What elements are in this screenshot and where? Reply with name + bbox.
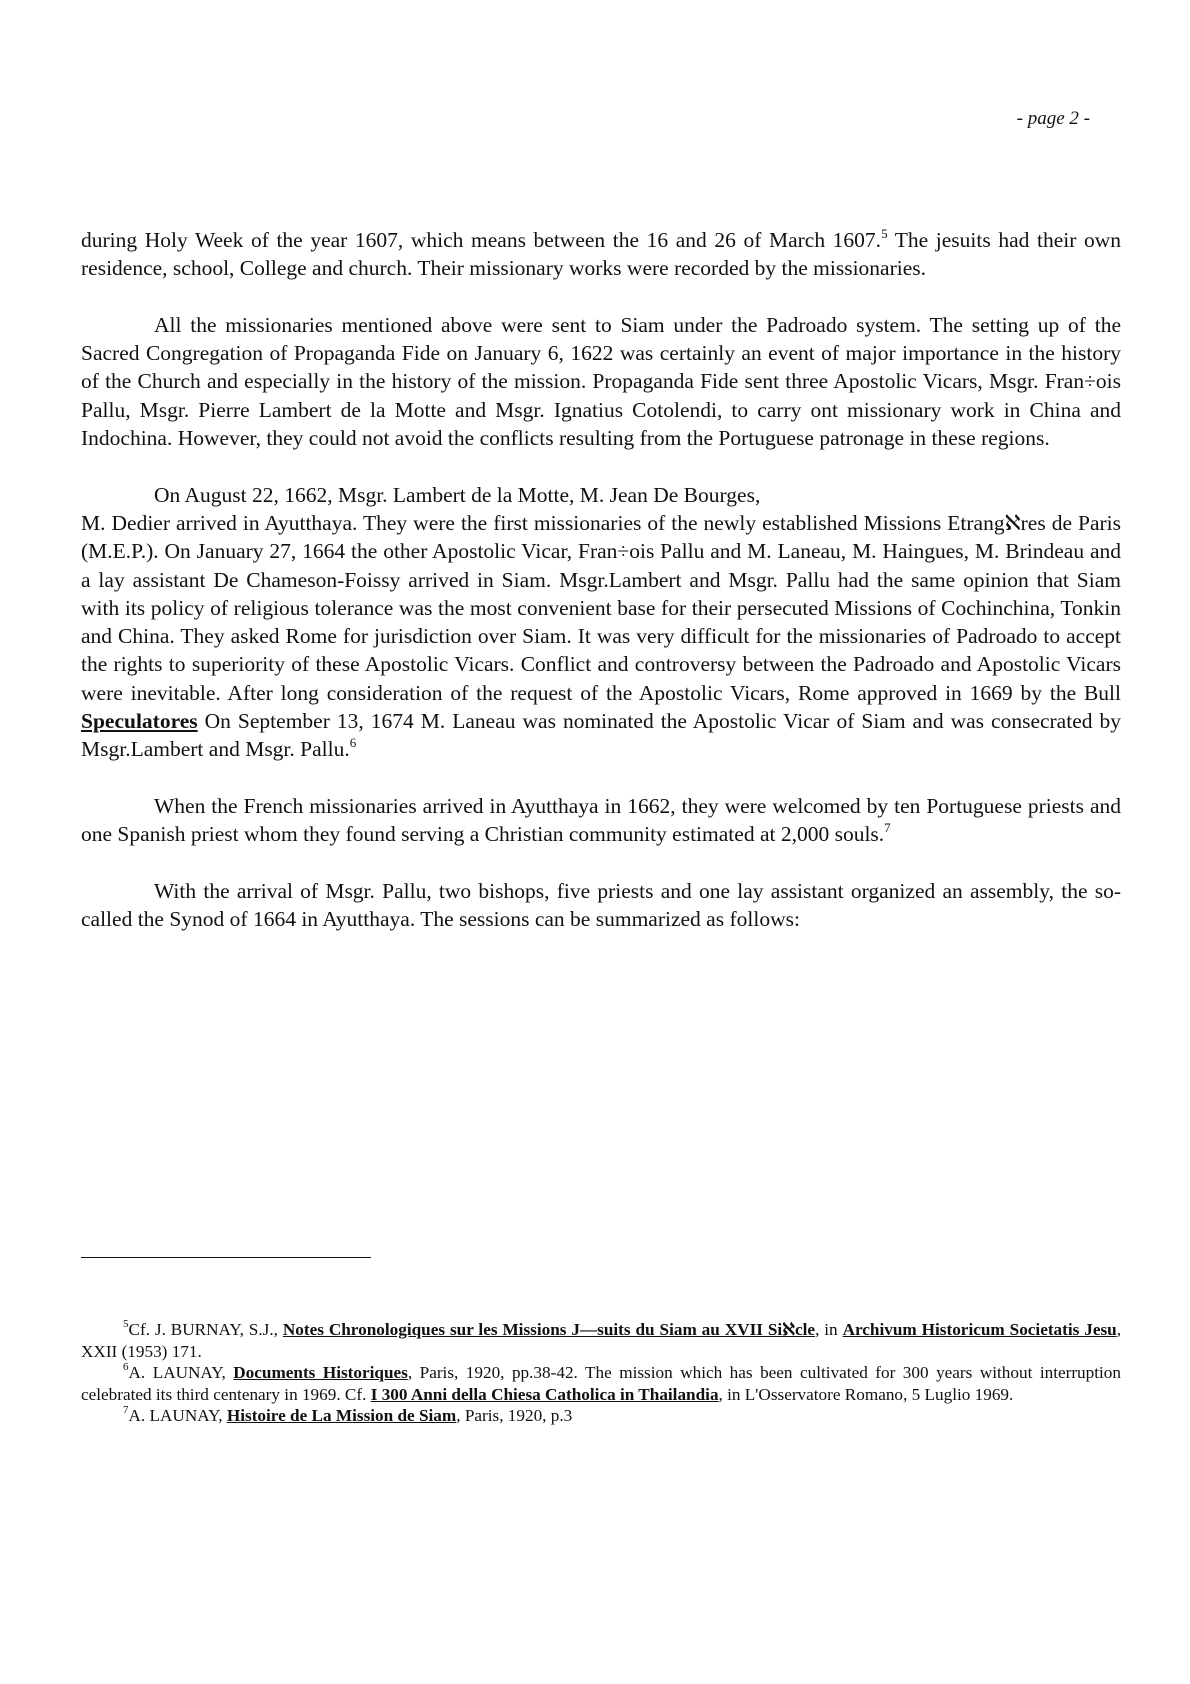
paragraph-body xyxy=(81,509,1121,764)
footnote-title: Notes Chronologiques sur les Missions J—suits du Siam au XVII Siℵcle xyxy=(282,1320,816,1339)
footnote-title: I 300 Anni della Chiesa Catholica in Thailandia xyxy=(370,1384,719,1404)
bull-title-speculatores: Speculatores xyxy=(81,709,198,734)
footnote-6 xyxy=(81,1362,1121,1405)
page-number: - page 2 - xyxy=(1016,108,1090,129)
paragraph-5: With the arrival of Msgr. Pallu, two bishops, five priests and one lay assistant organized an assembly, the so-called the Synod of 1664 in Ayutthaya. The sessions can be summarized as follows: xyxy=(81,878,1121,932)
paragraph-2: All the missionaries mentioned above were sent to Siam under the Padroado system. The setting up of the Sacred Congregation of Propaganda Fide on January 6, 1622 was certainly an event of major importance in the history of the Church and especially in the history of the mission. Propaganda Fide sent three Apostolic Vicars, Msgr. Fran÷ois Pallu, Msgr. Pierre Lambert de la Motte and Msgr. Ignatius Cotolendi, to carry ont missionary work in China and Indochina. However, they could not avoid the conflicts resulting from the Portuguese patronage in these regions. xyxy=(81,312,1121,451)
paragraph-text: The jesuits had their own residence, school, College and church. Their missionary works were recorded by the missionaries. xyxy=(81,228,1122,281)
footnote-text: A. LAUNAY, xyxy=(128,1363,234,1382)
footnote-number: 6 xyxy=(123,1361,129,1374)
footnote-text: , Paris, 1920, pp.38-42. The mission which has been cultivated for 300 years without interruption celebrated its third centenary in 1969. Cf. xyxy=(81,1363,1121,1404)
footnote-number: 5 xyxy=(123,1318,129,1331)
paragraph-3 xyxy=(81,481,1121,764)
paragraph-text: On September 13, 1674 M. Laneau was nominated the Apostolic Vicar of Siam and was consecrated by Msgr.Lambert and Msgr. Pallu. xyxy=(81,709,1121,762)
footnote-text: , in xyxy=(815,1320,843,1339)
footnote-ref-7[interactable]: 7 xyxy=(884,820,891,836)
paragraph-1 xyxy=(81,226,1121,283)
footnote-title: Archivum Historicum Societatis Jesu xyxy=(842,1320,1117,1339)
paragraph-first-line: On August 22, 1662, Msgr. Lambert de la Motte, M. Jean De Bourges, xyxy=(154,482,761,507)
footnote-title: Documents Historiques xyxy=(233,1363,408,1382)
footnote-ref-6[interactable]: 6 xyxy=(349,735,357,751)
footnote-title: Histoire de La Mission de Siam xyxy=(226,1406,457,1425)
footnote-text: A. LAUNAY, xyxy=(128,1406,227,1425)
footnote-text: Cf. J. BURNAY, S.J., xyxy=(128,1320,283,1339)
footnote-5 xyxy=(81,1319,1121,1362)
paragraph-4 xyxy=(81,792,1121,849)
footnote-separator xyxy=(81,1257,371,1258)
body-text xyxy=(81,226,1121,962)
footnote-ref-5[interactable]: 5 xyxy=(881,225,888,241)
paragraph-text: When the French missionaries arrived in Ayutthaya in 1662, they were welcomed by ten Portuguese priests and one Spanish priest whom they found serving a Christian community estimated at 2,000 souls. xyxy=(81,793,1121,847)
footnote-7 xyxy=(81,1405,1121,1427)
footnotes xyxy=(81,1319,1121,1427)
footnote-text: , in L'Osservatore Romano, 5 Luglio 1969. xyxy=(718,1384,1014,1404)
footnote-text: , Paris, 1920, p.3 xyxy=(456,1406,573,1425)
footnote-text: , XXII (1953) 171. xyxy=(81,1320,1122,1361)
footnote-number: 7 xyxy=(123,1404,129,1417)
paragraph-text: M. Dedier arrived in Ayutthaya. They were the first missionaries of the newly established Missions Etrangℵres de Paris (M.E.P.). On January 27, 1664 the other Apostolic Vicar, Fran÷ois Pallu and M. Laneau, M. Haingues, M. Brindeau and a lay assistant De Chameson-Foissy arrived in Siam. Msgr.Lambert and Msgr. Pallu had the same opinion that Siam with its policy of religious tolerance was the most convenient base for their persecuted Missions of Cochinchina, Tonkin and China. They asked Rome for jurisdiction over Siam. It was very difficult for the missionaries of Padroado to accept the rights to superiority of these Apostolic Vicars. Conflict and controversy between the Padroado and Apostolic Vicars were inevitable. After long consideration of the request of the Apostolic Vicars, Rome approved in 1669 by the Bull xyxy=(81,510,1121,705)
paragraph-text: during Holy Week of the year 1607, which means between the 16 and 26 of March 1607. xyxy=(81,228,882,252)
